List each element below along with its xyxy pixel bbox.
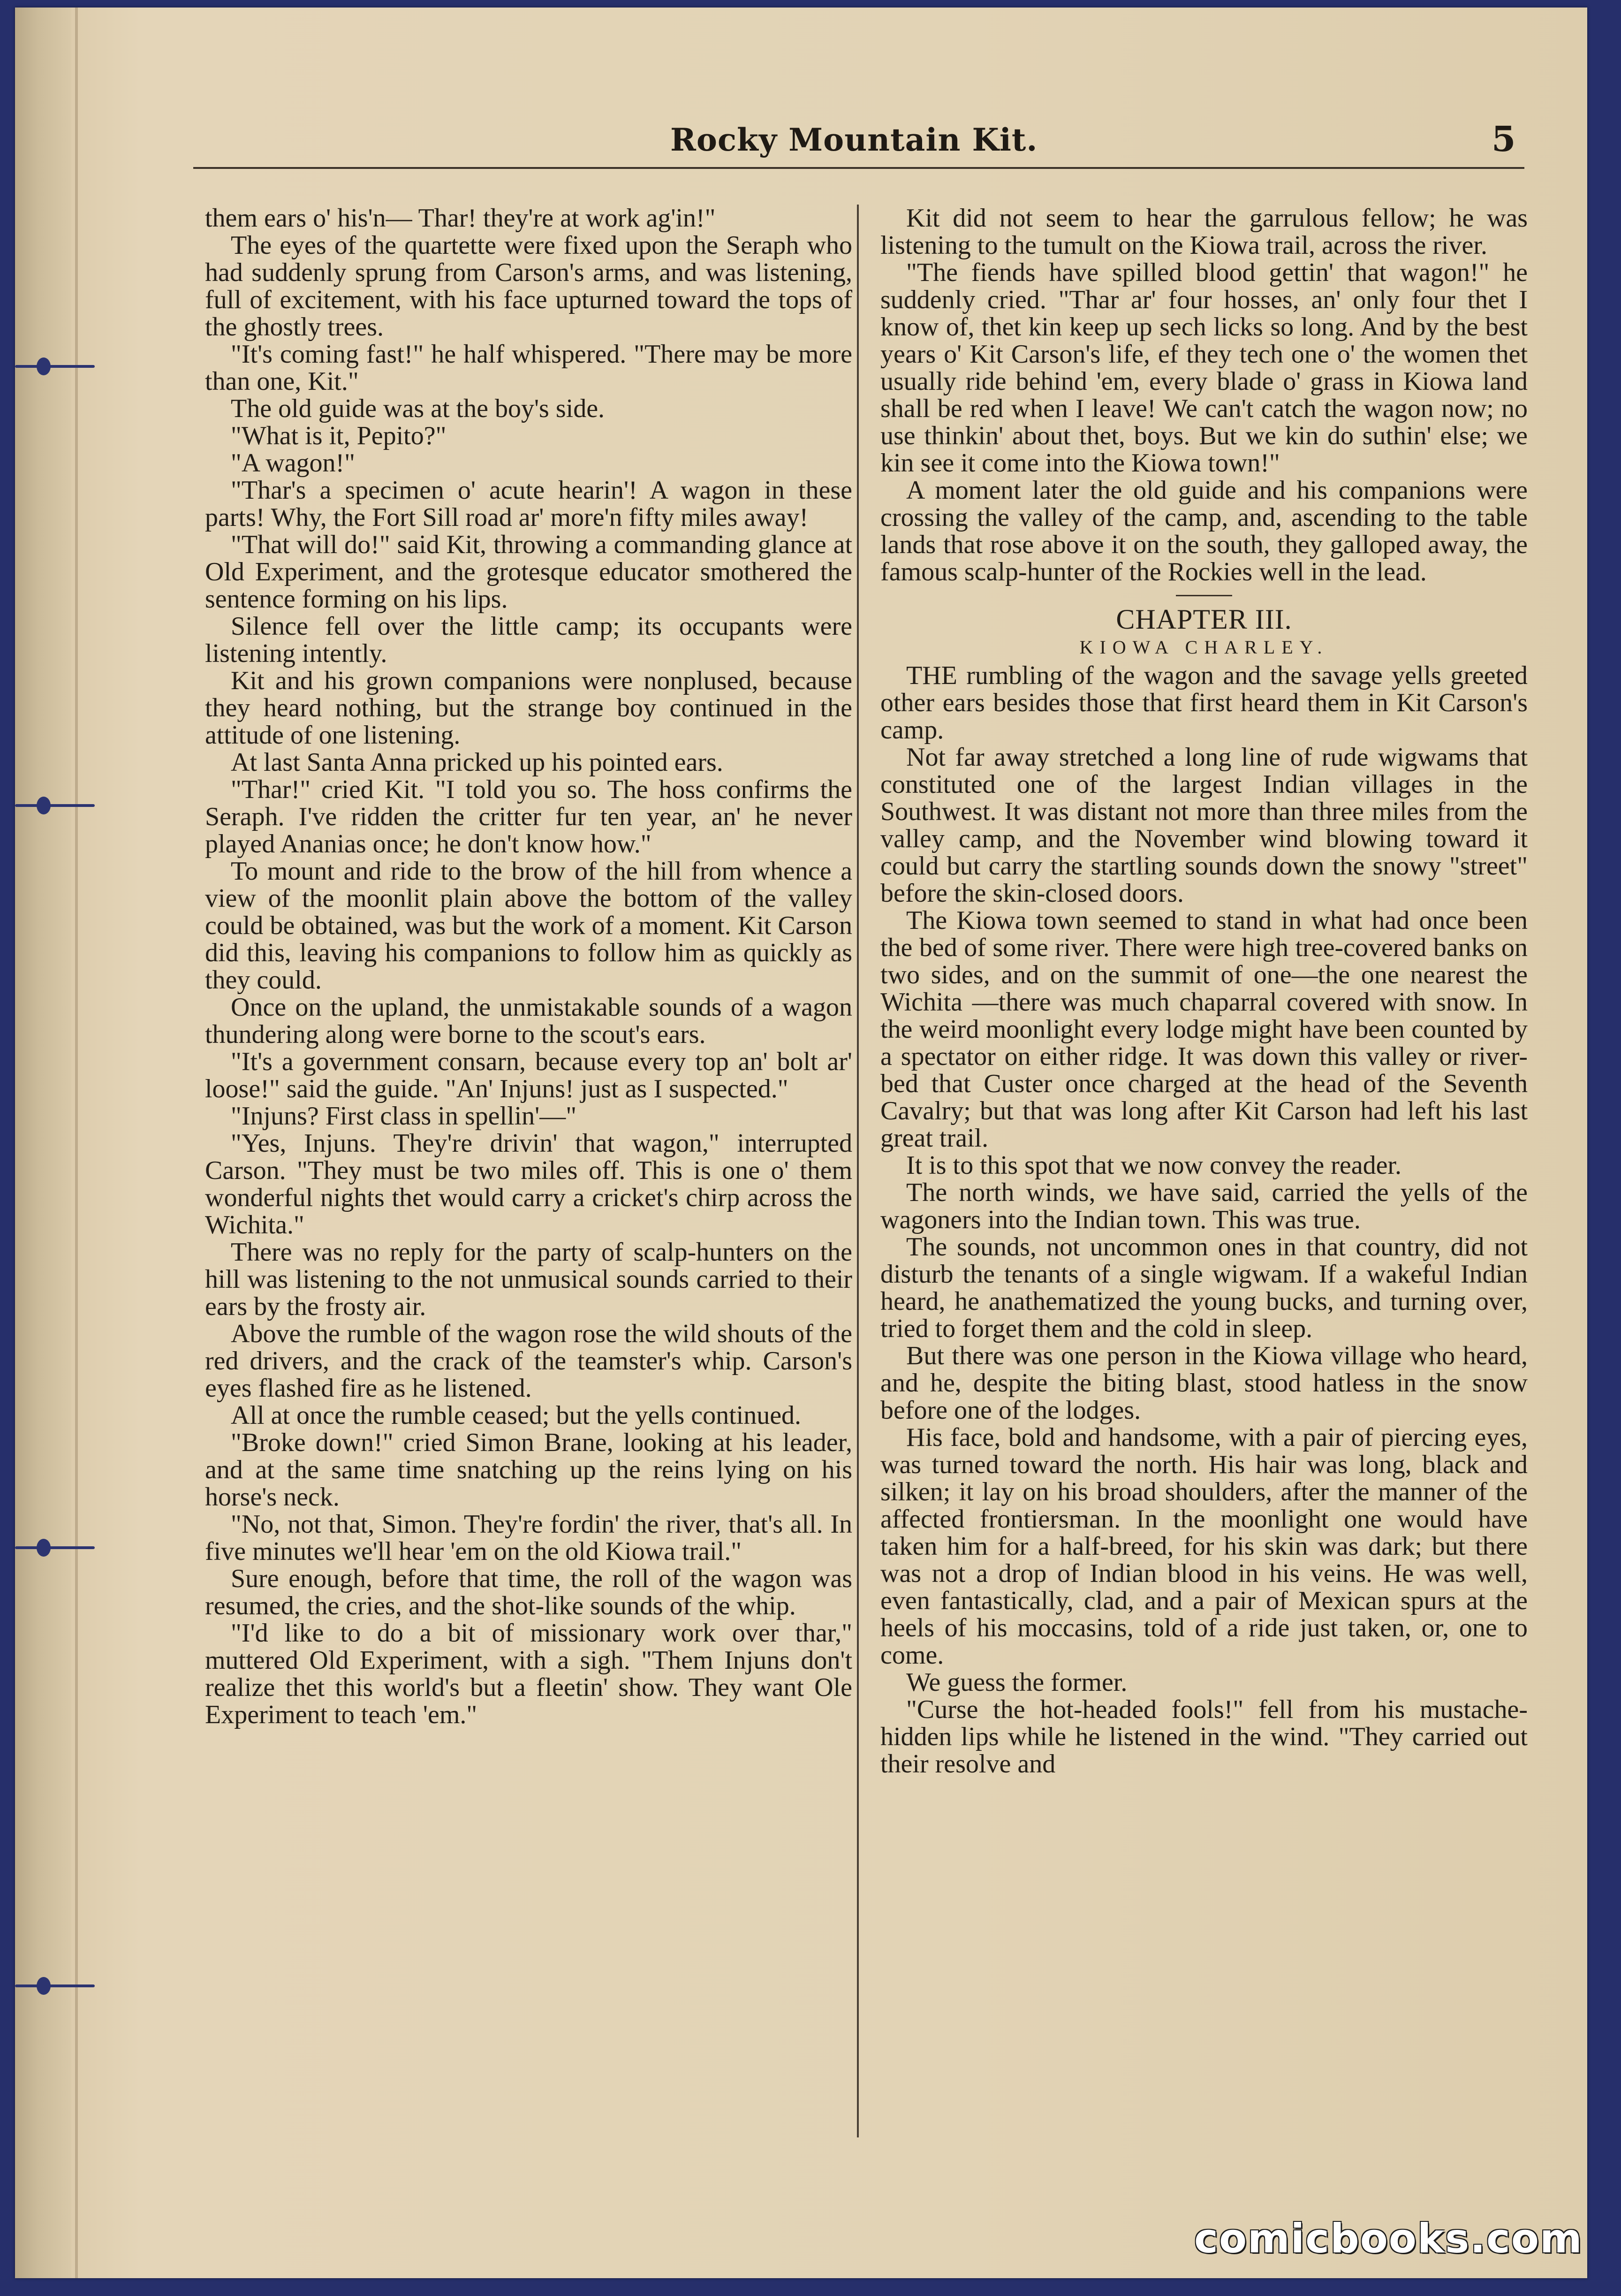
paragraph: Kit did not seem to hear the garrulous fellow; he was listening to the tumult on the Kiowa trail, across the river. [880,204,1528,260]
paragraph: The old guide was at the boy's side. [231,394,605,423]
paragraph: Not far away stretched a long line of rude wigwams that constituted one of the largest Indian villages in the Southwest. It was distant not more than three miles from the valley camp, and the November wind blowing toward it could but carry the startling sounds down the snowy "street" before the skin-closed doors. [880,743,1528,908]
paragraph: "Curse the hot-headed fools!" fell from his mustache-hidden lips while he listened in the wind. "They carried out their resolve and [880,1695,1528,1779]
paragraph: The sounds, not uncommon ones in that country, did not disturb the tenants of a single wigwam. If a wakeful Indian heard, he anathematized the young bucks, and turning over, tried to forget them and the cold in sleep. [880,1232,1528,1343]
paragraph: There was no reply for the party of scalp-hunters on the hill was listening to the not unmusical sounds carried to their ears by the frosty air. [205,1238,852,1321]
paragraph: "What is it, Pepito?" [231,421,447,450]
paragraph: "The fiends have spilled blood gettin' that wagon!" he suddenly cried. "Thar ar' four hosses, an' only four thet I know of, thet kin keep up sech licks so long. And by the best years o' Kit Carson's life, ef they tech one o' the women thet usually ride behind 'em, every blade o' grass in Kiowa land shall be red when I leave! We can't catch the wagon now; no use thinkin' about thet, boys. But we kin do suthin' else; we kin see it come into the Kiowa town!" [880,258,1528,478]
header-rule [193,167,1524,169]
paragraph: "It's coming fast!" he half whispered. "There may be more than one, Kit." [205,340,852,396]
paragraph: The eyes of the quartette were fixed upon the Seraph who had suddenly sprung from Carson's arms, and was listening, full of excitement, with his face upturned toward the tops of the ghostly trees. [205,231,852,342]
binding-stitch [15,357,95,375]
paragraph: "Injuns? First class in spellin'—" [231,1102,577,1131]
paragraph: But there was one person in the Kiowa village who heard, and he, despite the biting blast, stood hatless in the snow before one of the lodges. [880,1341,1528,1425]
site-watermark: comicbooks.com [1194,2215,1583,2262]
paragraph: "Broke down!" cried Simon Brane, looking at his leader, and at the same time snatching up the reins lying on his horse's neck. [205,1428,852,1512]
paragraph: "I'd like to do a bit of missionary work over thar," muttered Old Experiment, with a sigh. "Them Injuns don't realize thet this world's but a fleetin' show. They want Ole Experiment to teach 'em." [205,1619,852,1729]
chapter-subtitle: KIOWA CHARLEY. [1079,637,1329,658]
paragraph: It is to this spot that we now convey the reader. [906,1151,1401,1180]
paragraph: At last Santa Anna pricked up his pointed ears. [231,748,723,777]
paragraph: "Thar!" cried Kit. "I told you so. The hoss confirms the Seraph. I've ridden the critter fur ten year, an' he never played Ananias once; he don't know how." [205,775,852,859]
binding-stitch [15,796,95,814]
paragraph: Silence fell over the little camp; its occupants were listening intently. [205,612,852,668]
binding-fold [75,8,78,2278]
paragraph: "It's a government consarn, because every top an' bolt ar' loose!" said the guide. "An' Injuns! just as I suspected." [205,1047,852,1103]
paragraph: "Yes, Injuns. They're drivin' that wagon," interrupted Carson. "They must be two miles off. This is one o' them wonderful nights thet would carry a cricket's chirp across the Wichita." [205,1129,852,1239]
right-column [880,205,1528,1778]
book-page [15,8,1587,2278]
paragraph: The Kiowa town seemed to stand in what had once been the bed of some river. There were high tree-covered banks on two sides, and on the summit of one—the one nearest the Wichita —there was much chaparral covered with snow. In the weird moonlight every lodge might have been counted by a spectator on either ridge. It was down this valley or river-bed that Custer once charged at the head of the Seventh Cavalry; but that was long after Kit Carson had left his last great trail. [880,906,1528,1153]
paragraph: Once on the upland, the unmistakable sounds of a wagon thundering along were borne to the scout's ears. [205,993,852,1049]
binding-stitch [15,1538,95,1557]
paragraph: "Thar's a specimen o' acute hearin'! A wagon in these parts! Why, the Fort Sill road ar' more'n fifty miles away! [205,476,852,532]
paragraph: To mount and ride to the brow of the hill from whence a view of the moonlit plain above the bottom of the valley could be obtained, was but the work of a moment. Kit Carson did this, leaving his companions to follow him as quickly as they could. [205,857,852,995]
paragraph: "That will do!" said Kit, throwing a commanding glance at Old Experiment, and the grotesque educator smothered the sentence forming on his lips. [205,530,852,614]
paragraph: them ears o' his'n— Thar! they're at work ag'in!" [205,204,716,233]
paragraph: Kit and his grown companions were nonplused, because they heard nothing, but the strange boy continued in the attitude of one listening. [205,666,852,750]
paragraph: We guess the former. [906,1668,1128,1697]
page-number: 5 [1492,119,1516,160]
paragraph: All at once the rumble ceased; but the yells continued. [231,1401,802,1430]
paragraph: The north winds, we have said, carried the yells of the wagoners into the Indian town. This was true. [880,1178,1528,1234]
binding-stitch [15,1976,95,1995]
column-rule [857,205,859,2137]
paragraph: A moment later the old guide and his companions were crossing the valley of the camp, and, ascending to the table lands that rose above it on the south, they galloped away, the famous scalp-hunter of the Rockies well in the lead. [880,476,1528,586]
paragraph: "No, not that, Simon. They're fordin' the river, that's all. In five minutes we'll hear 'em on the old Kiowa trail." [205,1510,852,1566]
paragraph: Above the rumble of the wagon rose the wild shouts of the red drivers, and the crack of the teamster's whip. Carson's eyes flashed fire as he listened. [205,1319,852,1403]
paragraph: His face, bold and handsome, with a pair of piercing eyes, was turned toward the north. His hair was long, black and silken; it lay on his broad shoulders, after the manner of the affected frontiersman. In the moonlight one would have taken him for a half-breed, for his skin was dark; but there was not a drop of Indian blood in his veins. He was well, even fantastically, clad, and a pair of Mexican spurs at the heels of his moccasins, told of a ride just taken, or, one to come. [880,1423,1528,1670]
chapter-rule [1176,595,1232,596]
chapter-title: CHAPTER III. [1116,604,1292,635]
page-binding [15,8,71,2278]
left-column [205,205,852,1728]
paragraph: "A wagon!" [231,449,356,478]
paragraph: THE rumbling of the wagon and the savage yells greeted other ears besides those that first heard them in Kit Carson's camp. [880,661,1528,745]
paragraph: Sure enough, before that time, the roll of the wagon was resumed, the cries, and the shot-like sounds of the whip. [205,1564,852,1620]
running-head: Rocky Mountain Kit. [670,122,1038,158]
